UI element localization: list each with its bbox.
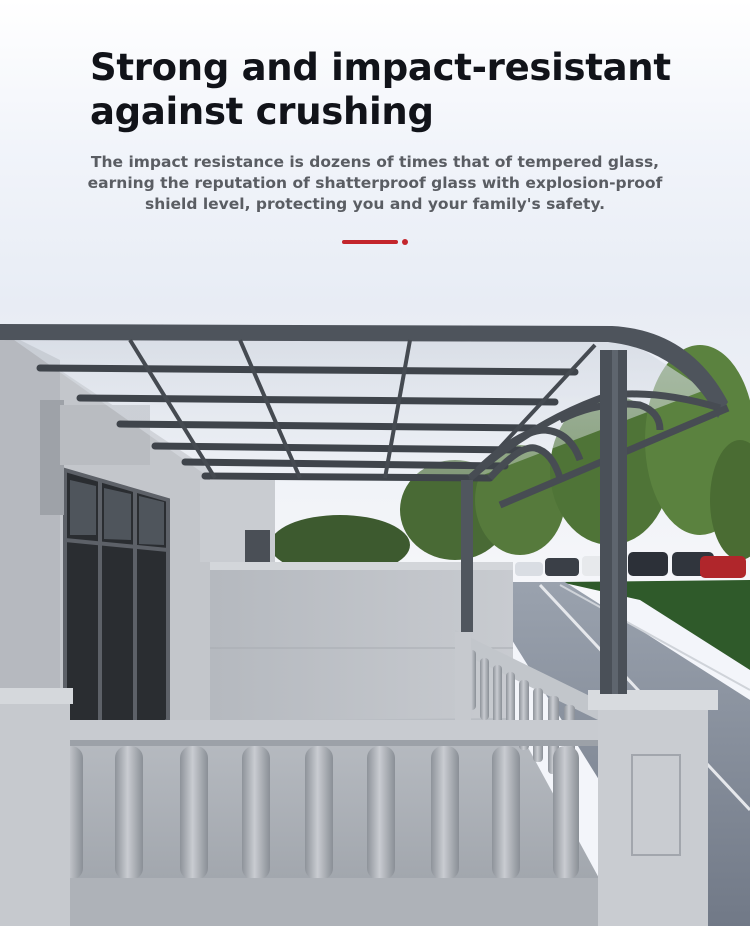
headline-line-2: against crushing bbox=[90, 90, 434, 133]
headline-line-1: Strong and impact-resistant bbox=[90, 46, 671, 89]
description-line-2: earning the reputation of shatterproof glass with explosion-proof bbox=[87, 174, 663, 192]
description-line-1: The impact resistance is dozens of times that of tempered glass, bbox=[90, 153, 660, 171]
description-line-3: shield level, protecting you and your family's safety. bbox=[144, 195, 606, 213]
